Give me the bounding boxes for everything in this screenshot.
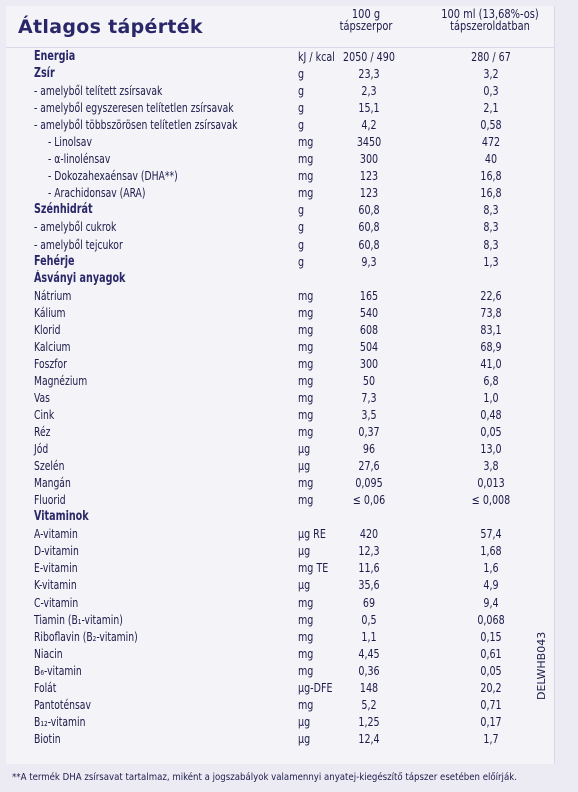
- footnote: **A termék DHA zsírsavat tartalmaz, miként a jogszabályok valamennyi anyatej-kiegészítő tápszer esetében előírják.: [12, 772, 517, 783]
- nutrient-unit: mg: [298, 372, 314, 388]
- product-code: DELWHB043: [535, 631, 548, 700]
- nutrient-unit: g: [298, 202, 305, 218]
- table-row: [6, 628, 554, 645]
- nutrient-unit: mg: [298, 645, 314, 661]
- nutrient-unit: mg: [298, 424, 314, 440]
- value-per-100g: 60,8: [358, 202, 380, 218]
- nutrient-unit: mg: [298, 168, 314, 184]
- nutrient-name: Szelén: [34, 458, 65, 474]
- value-per-100ml: 40: [484, 151, 498, 167]
- value-per-100g: 123: [359, 168, 379, 184]
- nutrient-name: Kálium: [34, 304, 66, 320]
- value-per-100ml: 0,71: [480, 696, 502, 712]
- value-per-100ml: 3,8: [483, 458, 499, 474]
- value-per-100ml: 1,3: [483, 253, 499, 269]
- value-per-100ml: 16,8: [480, 185, 502, 201]
- table-row: [6, 440, 554, 457]
- value-per-100g: 2050 / 490: [343, 49, 395, 64]
- nutrient-name: Energia: [34, 49, 76, 64]
- table-row: [6, 594, 554, 611]
- value-per-100ml: 0,61: [480, 645, 502, 661]
- table-row: [6, 201, 554, 218]
- value-per-100g: 69: [362, 594, 376, 610]
- value-per-100ml: 0,58: [480, 117, 502, 133]
- value-per-100ml: 1,7: [483, 730, 499, 746]
- nutrient-unit: µg: [298, 543, 311, 559]
- nutrient-unit: mg: [298, 492, 314, 508]
- nutrient-name: - Linolsav: [48, 134, 92, 150]
- table-row: [6, 474, 554, 491]
- value-per-100ml: 1,68: [480, 543, 502, 559]
- nutrient-name: - amelyből tejcukor: [34, 236, 123, 252]
- nutrient-name: Kalcium: [34, 338, 71, 354]
- value-per-100g: 50: [362, 372, 376, 388]
- nutrient-name: - amelyből telített zsírsavak: [34, 83, 163, 99]
- value-per-100g: ≤ 0,06: [352, 492, 386, 508]
- table-row: [6, 372, 554, 389]
- value-per-100g: 15,1: [358, 100, 380, 116]
- value-per-100g: 4,2: [361, 117, 377, 133]
- nutrient-unit: mg: [298, 594, 314, 610]
- nutrient-unit: µg: [298, 458, 311, 474]
- table-row: [6, 508, 554, 525]
- nutrient-unit: mg: [298, 151, 314, 167]
- nutrient-name: Vas: [34, 389, 50, 405]
- value-per-100ml: 57,4: [480, 526, 502, 542]
- table-row: [6, 304, 554, 321]
- table-row: [6, 218, 554, 235]
- nutrient-unit: g: [298, 253, 305, 269]
- value-per-100ml: 0,05: [480, 662, 502, 678]
- nutrient-name: Ásványi anyagok: [34, 270, 126, 286]
- value-per-100g: 12,4: [358, 730, 380, 746]
- table-row: [6, 730, 554, 747]
- column-header-per-100ml: [433, 8, 548, 32]
- value-per-100ml: 8,3: [483, 219, 499, 235]
- value-per-100ml: 0,48: [480, 406, 502, 422]
- nutrition-table: [6, 48, 554, 747]
- value-per-100g: 148: [359, 679, 379, 695]
- nutrient-unit: g: [298, 117, 305, 133]
- nutrient-unit: mg TE: [298, 560, 329, 576]
- nutrient-unit: mg: [298, 662, 314, 678]
- value-per-100g: 9,3: [361, 253, 377, 269]
- value-per-100g: 23,3: [358, 66, 380, 82]
- nutrient-unit: mg: [298, 389, 314, 405]
- value-per-100g: 0,095: [355, 475, 383, 491]
- value-per-100ml: 73,8: [480, 304, 502, 320]
- value-per-100ml: 83,1: [480, 321, 502, 337]
- nutrient-name: Mangán: [34, 475, 71, 491]
- table-row: [6, 338, 554, 355]
- nutrient-name: E-vitamin: [34, 560, 78, 576]
- table-row: [6, 713, 554, 730]
- value-per-100g: 3,5: [361, 406, 377, 422]
- nutrient-unit: µg RE: [298, 526, 326, 542]
- table-row: [6, 542, 554, 559]
- value-per-100ml: 8,3: [483, 236, 499, 252]
- table-title: Átlagos tápérték: [18, 16, 203, 38]
- value-per-100g: 540: [359, 304, 379, 320]
- table-row: [6, 99, 554, 116]
- value-per-100ml: 2,1: [483, 100, 499, 116]
- value-per-100g: 11,6: [358, 560, 380, 576]
- value-per-100g: 300: [359, 151, 379, 167]
- nutrient-name: Vitaminok: [34, 509, 89, 525]
- table-row: [6, 696, 554, 713]
- table-row: [6, 679, 554, 696]
- table-row: [6, 321, 554, 338]
- table-row: [6, 662, 554, 679]
- value-per-100g: 504: [359, 338, 379, 354]
- nutrient-unit: mg: [298, 355, 314, 371]
- value-per-100ml: 0,15: [480, 628, 502, 644]
- value-per-100ml: 41,0: [480, 355, 502, 371]
- value-per-100ml: 20,2: [480, 679, 502, 695]
- nutrient-name: - amelyből többszörösen telítetlen zsírsavak: [34, 117, 238, 133]
- nutrient-name: Biotin: [34, 730, 61, 746]
- table-row: [6, 184, 554, 201]
- nutrient-unit: mg: [298, 287, 314, 303]
- nutrient-name: B₁₂-vitamin: [34, 713, 86, 729]
- value-per-100g: 60,8: [358, 219, 380, 235]
- nutrient-name: Klorid: [34, 321, 61, 337]
- nutrient-name: Zsír: [34, 66, 55, 82]
- table-row: [6, 253, 554, 270]
- nutrient-unit: kJ / kcal: [298, 49, 335, 64]
- nutrient-unit: g: [298, 66, 305, 82]
- nutrient-name: Cink: [34, 406, 55, 422]
- table-row: [6, 559, 554, 576]
- value-per-100ml: 4,9: [483, 577, 499, 593]
- nutrient-name: Foszfor: [34, 355, 67, 371]
- table-row: [6, 423, 554, 440]
- value-per-100g: 5,2: [361, 696, 377, 712]
- table-row: [6, 270, 554, 287]
- table-row: [6, 525, 554, 542]
- nutrient-unit: µg: [298, 713, 311, 729]
- value-per-100g: 165: [359, 287, 379, 303]
- value-per-100ml: 0,05: [480, 424, 502, 440]
- nutrient-unit: g: [298, 100, 305, 116]
- nutrient-unit: mg: [298, 475, 314, 491]
- value-per-100g: 96: [362, 441, 376, 457]
- value-per-100ml: 0,17: [480, 713, 502, 729]
- nutrient-unit: µg: [298, 577, 311, 593]
- nutrient-name: C-vitamin: [34, 594, 79, 610]
- value-per-100g: 35,6: [358, 577, 380, 593]
- value-per-100ml: ≤ 0,008: [471, 492, 511, 508]
- nutrient-name: - amelyből egyszeresen telítetlen zsírsavak: [34, 100, 234, 116]
- nutrient-name: Szénhidrát: [34, 202, 93, 218]
- table-row: [6, 65, 554, 82]
- table-row: [6, 645, 554, 662]
- nutrient-name: A-vitamin: [34, 526, 78, 542]
- value-per-100g: 123: [359, 185, 379, 201]
- nutrient-unit: µg-DFE: [298, 679, 333, 695]
- nutrient-name: Fehérje: [34, 253, 75, 269]
- value-per-100g: 0,36: [358, 662, 380, 678]
- value-per-100ml: 8,3: [483, 202, 499, 218]
- value-per-100ml: 16,8: [480, 168, 502, 184]
- nutrient-name: Nátrium: [34, 287, 72, 303]
- nutrient-unit: mg: [298, 321, 314, 337]
- table-row: [6, 406, 554, 423]
- value-per-100g: 300: [359, 355, 379, 371]
- table-row: [6, 457, 554, 474]
- nutrient-unit: mg: [298, 628, 314, 644]
- column-header-line2: tápszeroldatban: [450, 19, 530, 33]
- nutrient-name: Réz: [34, 424, 51, 440]
- nutrient-name: Riboflavin (B₂-vitamin): [34, 628, 138, 644]
- table-row: [6, 133, 554, 150]
- column-header-line1: 100 ml (13,68%-os): [441, 7, 539, 21]
- value-per-100ml: 9,4: [483, 594, 499, 610]
- value-per-100ml: 1,0: [483, 389, 499, 405]
- nutrient-name: - Arachidonsav (ARA): [48, 185, 146, 201]
- nutrient-name: Folát: [34, 679, 57, 695]
- nutrient-unit: g: [298, 236, 305, 252]
- table-row: [6, 167, 554, 184]
- nutrient-name: Pantoténsav: [34, 696, 91, 712]
- nutrient-name: Fluorid: [34, 492, 66, 508]
- table-row: [6, 82, 554, 99]
- table-row: [6, 287, 554, 304]
- nutrient-name: - α-linolénsav: [48, 151, 111, 167]
- nutrient-name: - Dokozahexaénsav (DHA**): [48, 168, 178, 184]
- value-per-100ml: 22,6: [480, 287, 502, 303]
- value-per-100g: 420: [359, 526, 379, 542]
- nutrient-name: - amelyből cukrok: [34, 219, 117, 235]
- nutrient-unit: mg: [298, 611, 314, 627]
- value-per-100g: 608: [359, 321, 379, 337]
- value-per-100ml: 0,068: [477, 611, 505, 627]
- table-row: [6, 611, 554, 628]
- value-per-100g: 4,45: [358, 645, 380, 661]
- value-per-100ml: 68,9: [480, 338, 502, 354]
- nutrient-name: D-vitamin: [34, 543, 79, 559]
- nutrient-unit: g: [298, 83, 305, 99]
- value-per-100ml: 0,3: [483, 83, 499, 99]
- column-header-line2: tápszerpor: [339, 19, 393, 33]
- value-per-100g: 1,25: [358, 713, 380, 729]
- nutrient-name: K-vitamin: [34, 577, 77, 593]
- nutrient-name: Niacin: [34, 645, 63, 661]
- table-row: [6, 389, 554, 406]
- value-per-100ml: 3,2: [483, 66, 499, 82]
- nutrient-unit: µg: [298, 730, 311, 746]
- value-per-100g: 27,6: [358, 458, 380, 474]
- nutrient-name: Magnézium: [34, 372, 88, 388]
- value-per-100g: 0,37: [358, 424, 380, 440]
- value-per-100ml: 0,013: [477, 475, 505, 491]
- nutrient-unit: mg: [298, 338, 314, 354]
- value-per-100g: 2,3: [361, 83, 377, 99]
- value-per-100g: 12,3: [358, 543, 380, 559]
- nutrient-name: Tiamin (B₁-vitamin): [34, 611, 123, 627]
- value-per-100ml: 280 / 67: [471, 49, 511, 64]
- table-row: [6, 48, 554, 65]
- value-per-100ml: 472: [481, 134, 501, 150]
- value-per-100g: 0,5: [361, 611, 377, 627]
- nutrient-unit: mg: [298, 134, 314, 150]
- value-per-100ml: 1,6: [483, 560, 499, 576]
- table-row: [6, 491, 554, 508]
- nutrient-unit: g: [298, 219, 305, 235]
- table-row: [6, 236, 554, 253]
- nutrient-unit: mg: [298, 696, 314, 712]
- nutrient-unit: mg: [298, 304, 314, 320]
- value-per-100g: 1,1: [361, 628, 377, 644]
- value-per-100g: 7,3: [361, 389, 377, 405]
- column-header-per-100g: [309, 8, 424, 32]
- table-header: [6, 6, 554, 46]
- value-per-100ml: 6,8: [483, 372, 499, 388]
- table-row: [6, 150, 554, 167]
- nutrient-unit: mg: [298, 185, 314, 201]
- nutrient-unit: mg: [298, 406, 314, 422]
- table-row: [6, 355, 554, 372]
- value-per-100ml: 13,0: [480, 441, 502, 457]
- value-per-100g: 60,8: [358, 236, 380, 252]
- column-header-line1: 100 g: [351, 7, 381, 21]
- nutrient-unit: µg: [298, 441, 311, 457]
- value-per-100g: 3450: [356, 134, 382, 150]
- table-row: [6, 576, 554, 593]
- nutrient-name: Jód: [34, 441, 49, 457]
- nutrient-name: B₆-vitamin: [34, 662, 82, 678]
- table-row: [6, 116, 554, 133]
